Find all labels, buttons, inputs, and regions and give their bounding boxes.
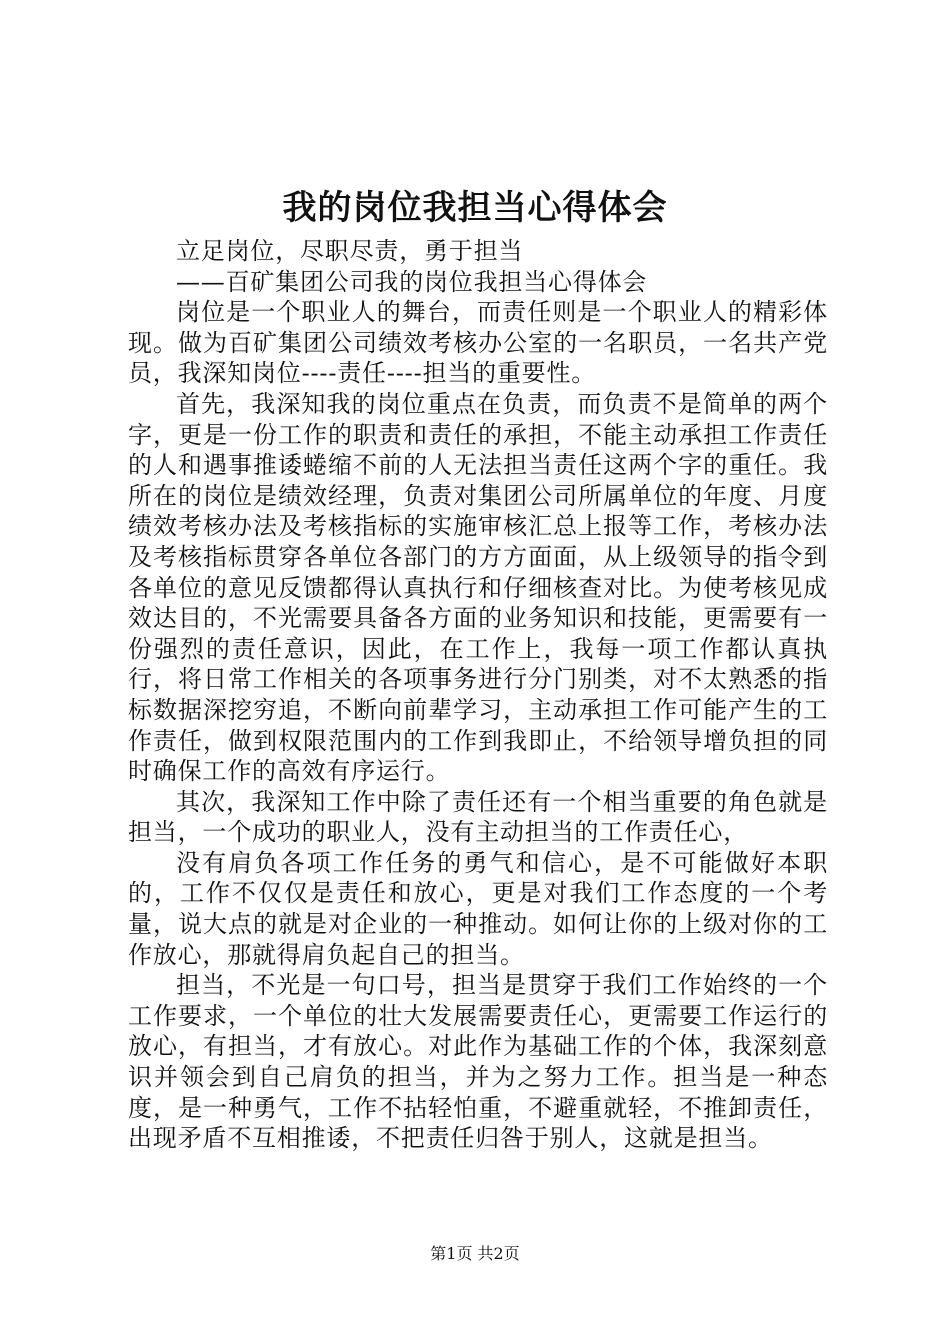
subtitle-source-line: ——百矿集团公司我的岗位我担当心得体会 [176, 267, 648, 296]
body-paragraph: 首先，我深知我的岗位重点在负责，而负责不是简单的两个字，更是一份工作的职责和责任的承担，不能主动承担工作责任的人和遇事推诿蜷缩不前的人无法担当责任这两个字的重任。我所在的岗位是绩效经理，负责对集团公司所属单位的年度、月度绩效考核办法及考核指标的实施审核汇总上报等工作，考核办法及考核指标贯穿各单位各部门的方方面面，从上级领导的指令到各单位的意见反馈都得认真执行和仔细核查对比。为使考核见成效达目的，不光需要具备各方面的业务知识和技能，更需要有一份强烈的责任意识，因此，在工作上，我每一项工作都认真执行，将日常工作相关的各项事务进行分门别类，对不太熟悉的指标数据深挖穷追，不断向前辈学习，主动承担工作可能产生的工作责任，做到权限范围内的工作到我即止，不给领导增负担的同时确保工作的高效有序运行。 [128, 389, 828, 786]
document-body [128, 236, 828, 1154]
body-paragraph: 岗位是一个职业人的舞台，而责任则是一个职业人的精彩体现。做为百矿集团公司绩效考核办公室的一名职员，一名共产党员，我深知岗位----责任----担当的重要性。 [128, 298, 828, 388]
body-paragraph: 担当，不光是一句口号，担当是贯穿于我们工作始终的一个工作要求，一个单位的壮大发展需要责任心，更需要工作运行的放心，有担当，才有放心。对此作为基础工作的个体，我深刻意识并领会到自己肩负的担当，并为之努力工作。担当是一种态度，是一种勇气，工作不拈轻怕重，不避重就轻，不推卸责任，出现矛盾不互相推诿，不把责任归咎于别人，这就是担当。 [128, 971, 828, 1153]
page-number-footer: 第1页 共2页 [430, 1244, 520, 1263]
body-paragraph: 其次，我深知工作中除了责任还有一个相当重要的角色就是担当，一个成功的职业人，没有主动担当的工作责任心， [128, 787, 828, 847]
document-title: 我的岗位我担当心得体会 [282, 188, 668, 228]
body-paragraph: 没有肩负各项工作任务的勇气和信心，是不可能做好本职的，工作不仅仅是责任和放心，更是对我们工作态度的一个考量，说大点的就是对企业的一种推动。如何让你的上级对你的工作放心，那就得肩负起自己的担当。 [128, 848, 828, 969]
subtitle-line: 立足岗位，尽职尽责，勇于担当 [176, 237, 524, 265]
